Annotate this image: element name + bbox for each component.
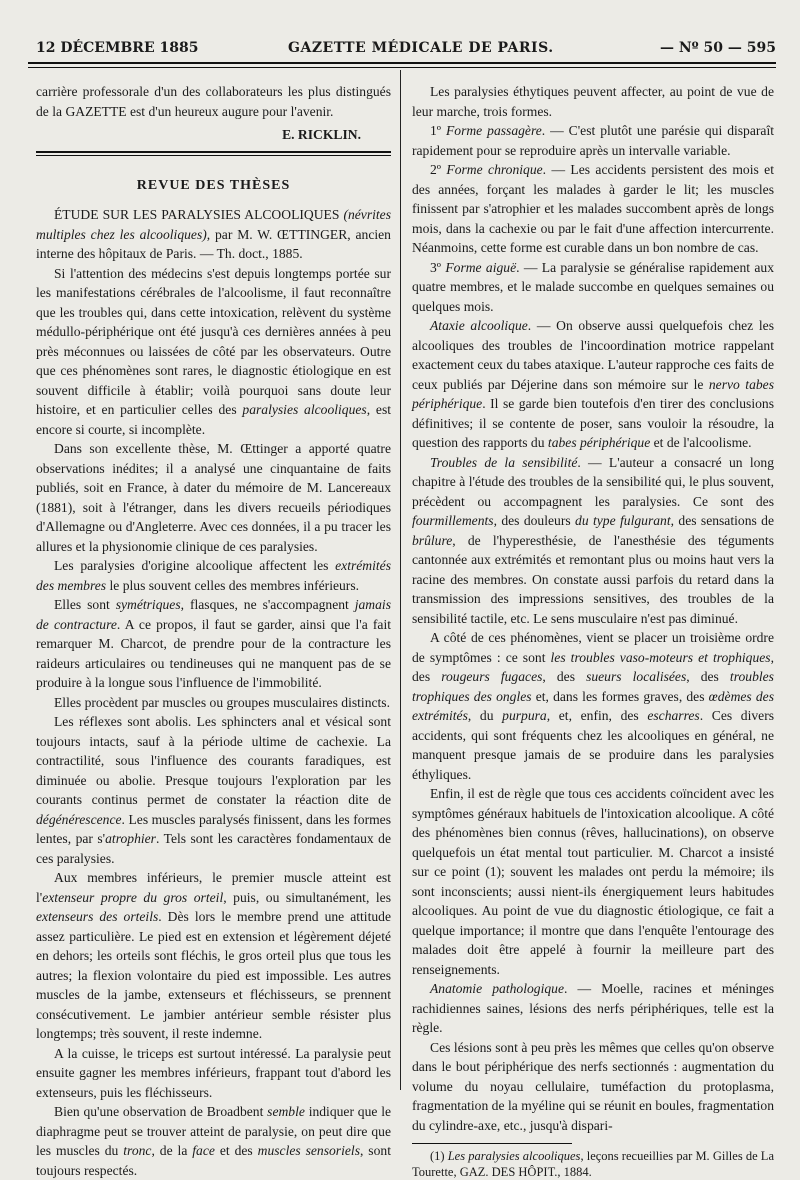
paragraph: Elles procèdent par muscles ou groupes musculaires distincts. — [54, 694, 390, 710]
section-title: REVUE DES THÈSES — [136, 177, 291, 193]
paragraph: Dans son excellente thèse, M. Œttinger a apporté quatre observations inédites; il a analysé une cinquantaine de faits publiés, soit en France, à dater du mémoire de M. Lancereaux (1881), soit à l'étranger, dans les divers recueils périodiques d'Allemagne ou d'Angleterre. Avec ces données, il a pu tracer les allures et la physionomie clinique de ces paralysies. — [36, 441, 391, 554]
paragraph: Troubles de la sensibilité. — L'auteur a consacré un long chapitre à l'étude des troubles de la sensibilité qui, le plus souvent, précèdent ou accompagnent les paralysies. Ce sont des fourmillements, des douleurs du type fulgurant, des sensations de brûlure, de l'hyperesthésie, de l'anesthésie des téguments cantonnée aux extrémités et remontant plus ou moins haut vers la racine des membres. On constate aussi parfois du retard dans la transmission des impressions sensitives, des troubles de la sensibilité tactile, etc. Le sens musculaire n'est pas diminué. — [412, 454, 774, 626]
header-rule — [28, 62, 776, 64]
paragraph: Bien qu'une observation de Broadbent semble indiquer que le diaphragme peut se trouver atteint de paralysie, on peut dire que les muscles du tronc, de la face et des muscles sensoriels, sont toujours respectés. — [36, 1104, 392, 1178]
footnote: (1) Les paralysies alcooliques, leçons recueillies par M. Gilles de La Tourette, GAZ. DES HÔPIT., 1884. — [412, 1149, 774, 1179]
thesis-citation — [36, 205, 391, 264]
paragraph: Elles sont symétriques, flasques, ne s'accompagnent jamais de contracture. A ce propos, il faut se garder, ainsi que l'a fait remarquer M. Charcot, de prendre pour de la contracture les raideurs articulaires ou tendineuses qui ne manquent pas de se produire à la longue sous l'influence de l'immobilité. — [36, 597, 391, 690]
issue-page-number: — Nº 50 — 595 — [660, 40, 776, 56]
paragraph: Si l'attention des médecins s'est depuis longtemps portée sur les manifestations cérébrales de l'alcoolisme, il faut reconnaître que les troubles qui, dans cette intoxication, relèvent du système médullo-périphérique ont été jusqu'à ces dernières années à peu près méconnues ou laissées de côté par les observateurs. Outre que ces phénomènes sont rares, le diagnostic étiologique en est souvent difficile à établir; voilà pourquoi sans doute leur histoire, et en particulier celles des paralysies alcooliques, est encore si courte, si incomplète. — [36, 265, 392, 437]
paragraph: Les paralysies d'origine alcoolique affectent les extrémités des membres le plus souvent celles des membres inférieurs. — [36, 558, 391, 593]
footnote-rule — [412, 1143, 572, 1144]
paragraph: carrière professorale d'un des collaborateurs les plus distingués de la GAZETTE est d'un heureux augure pour l'avenir. — [36, 84, 391, 119]
paragraph: 3º Forme aiguë. — La paralysie se généralise rapidement aux quatre membres, et le malade succombe en quelques semaines ou quelques mois. — [412, 259, 774, 314]
thesis-author: , par M. W. ŒTTINGER, ancien interne des hôpitaux de Paris. — Th. doct., 1885. — [36, 226, 391, 261]
paragraph: A la cuisse, le triceps est surtout intéressé. La paralysie peut ensuite gagner les membres inférieurs, frappant tout d'abord les extenseurs, puis les fléchisseurs. — [36, 1045, 391, 1100]
paragraph: 2º Forme chronique. — Les accidents persistent des mois et des années, forçant les malades à garder le lit; les muscles finissent par s'atrophier et les malades succombent après de longs mois, dans la cachexie ou par le fait d'une affection intercurrente. Néanmoins, cette forme est curable dans un bon nombre de cas. — [412, 162, 774, 255]
left-column — [36, 82, 391, 1180]
paragraph: 1º Forme passagère. — C'est plutôt une parésie qui disparaît rapidement pour se reproduire après un intervalle variable. — [412, 123, 775, 158]
paragraph: Aux membres inférieurs, le premier muscle atteint est l'extenseur propre du gros orteil, puis, ou simultanément, les extenseurs des orteils. Dès lors le membre prend une attitude assez particulière. Le pied est en extension et légèrement déjeté en dehors; les orteils sont fléchis, le gros orteil plus que tous les autres; la flexion volontaire du pied est impossible. Les autres muscles de la jambe, extenseurs et fléchisseurs, se prennent consécutivement. Le jambier antérieur semble résister plus longtemps; très souvent, il reste indemne. — [36, 870, 391, 1041]
thesis-subtitle: (névrites multiples chez les alcooliques) — [36, 207, 391, 242]
thesis-title: ÉTUDE SUR LES PARALYSIES ALCOOLIQUES — [54, 207, 340, 222]
paragraph: Ataxie alcoolique. — On observe aussi quelquefois chez les alcooliques des troubles de l'incoordination motrice rappelant exactement ceux du tabes ataxique. L'auteur rapproche ces faits de ceux publiés par Déjerine dans son mémoire sur le nervo tabes périphérique. Il se garde bien toutefois d'en tirer des conclusions définitives; il se contente de poser, sans vouloir la résoudre, la question des rapports du tabes périphérique et de l'alcoolisme. — [412, 318, 774, 450]
newspaper-page — [28, 40, 776, 1179]
paragraph: Anatomie pathologique. — Moelle, racines et méninges rachidiennes saines, lésions des nerfs périphériques, telle est la règle. — [412, 981, 774, 1035]
paragraph: Les réflexes sont abolis. Les sphincters anal et vésical sont toujours intacts, sauf à la période ultime de cachexie. La contractilité, sous l'influence des courants faradiques, est diminuée ou abolie. Presque toujours l'exploration par les courants continus permet de constater la réaction dite de dégénérescence. Les muscles paralysés finissent, dans les formes lentes, par s'atrophier. Tels sont les caractères fondamentaux de ces paralysies. — [36, 714, 392, 866]
paragraph: Ces lésions sont à peu près les mêmes que celles qu'on observe dans le bout périphérique des nerfs sectionnés : augmentation du volume du noyau cellulaire, tuméfaction du protoplasma, fragmentation de la myéline qui se réunit en boules, fragmentation du cylindre-axe, etc., jusqu'à dispari- — [412, 1039, 774, 1133]
issue-date: 12 DÉCEMBRE 1885 — [36, 40, 199, 56]
right-column — [412, 82, 774, 1180]
header-rule-thin — [28, 67, 776, 68]
paragraph: Enfin, il est de règle que tous ces accidents coïncident avec les symptômes généraux habituels de l'intoxication alcoolique. A côté des phénomènes bien connus (rêves, hallucinations), on observe quelquefois un état mental tout particulier. M. Charcot a insisté sur ce point (1); souvent les malades ont perdu la mémoire; ils sont inconscients; aussi nient-ils énergiquement leurs habitudes alcooliques. Au point de vue du diagnostic étiologique, ce fait a quelque importance; il montre que dans l'enquête l'entourage des malades doit être appelé à fournir la meilleure part des renseignements. — [412, 786, 774, 977]
paragraph: A côté de ces phénomènes, vient se placer un troisième ordre de symptômes : ce sont les troubles vaso-moteurs et trophiques, des rougeurs fugaces, des sueurs localisées, des troubles trophiques des ongles et, dans les formes graves, des œdèmes des extrémités, du purpura, et, enfin, des escharres. Ces divers accidents, qui sont fréquents chez les alcooliques en général, ne manquent presque jamais de se produire dans les paralysies éthyliques. — [412, 630, 775, 782]
column-divider — [400, 70, 401, 1090]
section-divider — [36, 151, 391, 156]
paragraph: Les paralysies éthytiques peuvent affecter, au point de vue de leur marche, trois formes. — [412, 84, 774, 119]
page-header — [28, 40, 776, 64]
journal-title: GAZETTE MÉDICALE DE PARIS. — [288, 40, 554, 56]
signature: E. RICKLIN. — [282, 127, 361, 142]
